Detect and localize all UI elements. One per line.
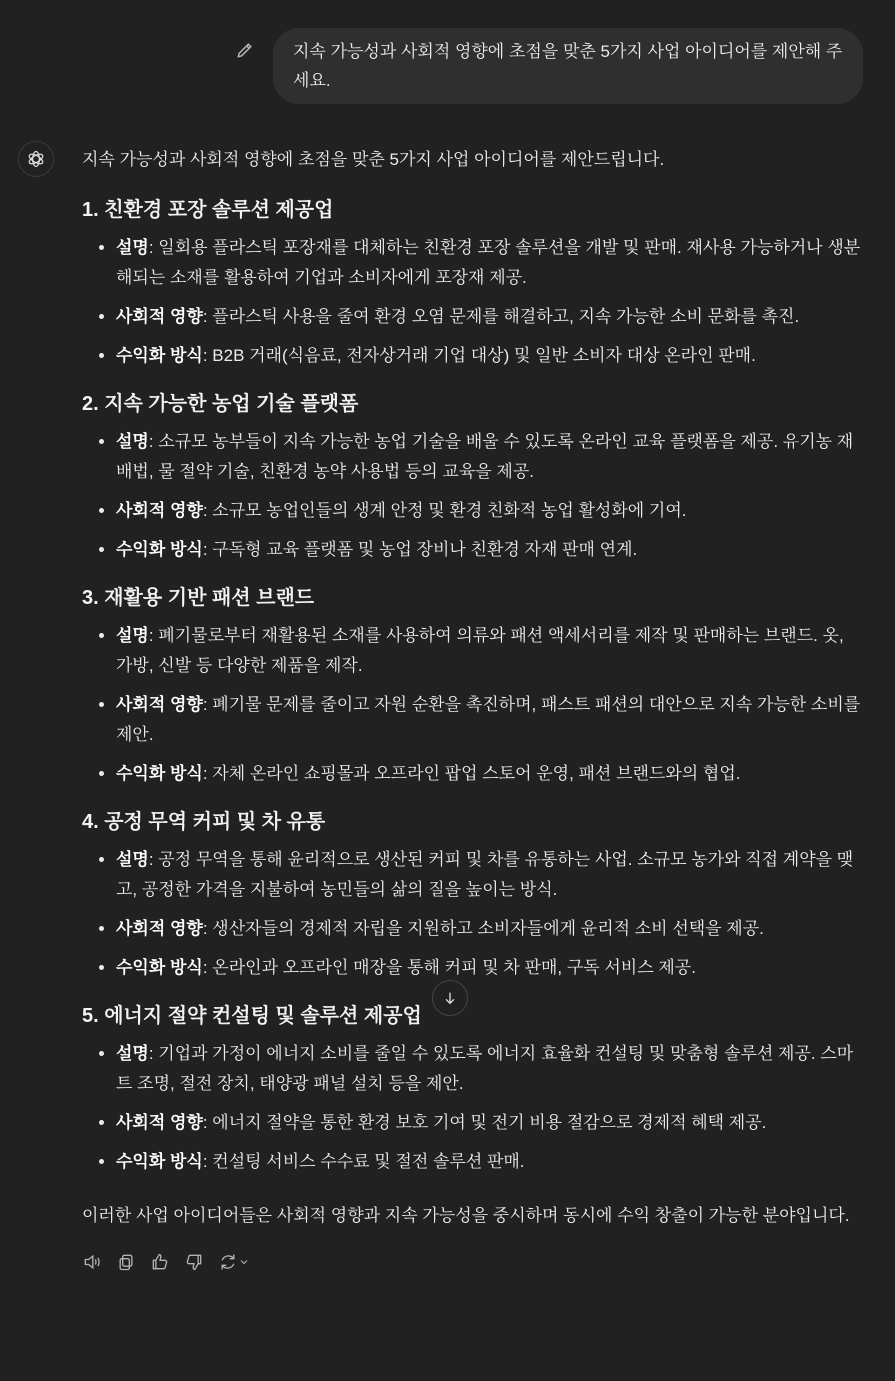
section-bullet-list xyxy=(82,621,862,789)
bullet-label: 사회적 영향 xyxy=(116,695,203,714)
bullet-label: 설명 xyxy=(116,432,149,451)
bullet-label: 사회적 영향 xyxy=(116,919,203,938)
bullet-label: 설명 xyxy=(116,850,149,869)
section-bullet-list xyxy=(82,233,862,371)
bullet-text: : 일회용 플라스틱 포장재를 대체하는 친환경 포장 솔루션을 개발 및 판매. 재사용 가능하거나 생분해되는 소재를 활용하여 기업과 소비자에게 포장재 제공. xyxy=(116,238,861,287)
speaker-icon[interactable] xyxy=(82,1252,102,1272)
pencil-icon[interactable] xyxy=(235,40,255,60)
section-bullet-list xyxy=(82,1039,862,1177)
list-item xyxy=(116,690,862,750)
list-item xyxy=(116,914,862,944)
bullet-text: : B2B 거래(식음료, 전자상거래 기업 대상) 및 일반 소비자 대상 온라인 판매. xyxy=(202,346,756,365)
bullet-label: 수익화 방식 xyxy=(116,764,203,783)
section-bullet-list xyxy=(82,427,862,565)
scroll-to-bottom-button[interactable] xyxy=(432,980,468,1016)
message-actions xyxy=(82,1252,862,1272)
list-item xyxy=(116,845,862,905)
section-heading: 2. 지속 가능한 농업 기술 플랫폼 xyxy=(82,393,359,415)
list-item xyxy=(116,496,862,526)
list-item xyxy=(116,427,862,487)
assistant-content xyxy=(82,141,862,1272)
bullet-text: : 기업과 가정이 에너지 소비를 줄일 수 있도록 에너지 효율화 컨설팅 및 맞춤형 솔루션 제공. 스마트 조명, 절전 장치, 태양광 패널 설치 등을 제안. xyxy=(116,1044,854,1093)
bullet-text: : 온라인과 오프라인 매장을 통해 커피 및 차 판매, 구독 서비스 제공. xyxy=(202,958,696,977)
bullet-label: 설명 xyxy=(116,238,149,257)
intro-text: 지속 가능성과 사회적 영향에 초점을 맞춘 5가지 사업 아이디어를 제안드립니다. xyxy=(82,150,665,169)
list-item xyxy=(116,953,862,983)
list-item xyxy=(116,302,862,332)
section-heading: 3. 재활용 기반 패션 브랜드 xyxy=(82,587,315,609)
section-bullet-list xyxy=(82,845,862,983)
bullet-text: : 에너지 절약을 통한 환경 보호 기여 및 전기 비용 절감으로 경제적 혜택 제공. xyxy=(202,1113,767,1132)
chevron-down-icon xyxy=(238,1256,250,1268)
bullet-text: : 폐기물로부터 재활용된 소재를 사용하여 의류와 패션 액세서리를 제작 및 판매하는 브랜드. 옷, 가방, 신발 등 다양한 제품을 제작. xyxy=(116,626,844,675)
openai-logo-icon xyxy=(18,141,54,177)
bullet-label: 수익화 방식 xyxy=(116,958,203,977)
section-heading: 1. 친환경 포장 솔루션 제공업 xyxy=(82,199,334,221)
bullet-text: : 폐기물 문제를 줄이고 자원 순환을 촉진하며, 패스트 패션의 대안으로 지속 가능한 소비를 제안. xyxy=(116,695,861,744)
bullet-label: 수익화 방식 xyxy=(116,540,203,559)
bullet-label: 수익화 방식 xyxy=(116,1152,203,1171)
bullet-label: 수익화 방식 xyxy=(116,346,203,365)
section-heading: 5. 에너지 절약 컨설팅 및 솔루션 제공업 xyxy=(82,1005,422,1027)
user-message-row xyxy=(235,28,863,104)
list-item xyxy=(116,759,862,789)
list-item xyxy=(116,535,862,565)
bullet-text: : 소규모 농업인들의 생계 안정 및 환경 친화적 농업 활성화에 기여. xyxy=(202,501,687,520)
list-item xyxy=(116,1039,862,1099)
user-message-bubble: 지속 가능성과 사회적 영향에 초점을 맞춘 5가지 사업 아이디어를 제안해 주세요. xyxy=(273,28,863,104)
bullet-text: : 컨설팅 서비스 수수료 및 절전 솔루션 판매. xyxy=(202,1152,525,1171)
bullet-text: : 플라스틱 사용을 줄여 환경 오염 문제를 해결하고, 지속 가능한 소비 문화를 촉진. xyxy=(202,307,800,326)
list-item xyxy=(116,1108,862,1138)
bullet-label: 사회적 영향 xyxy=(116,501,203,520)
arrow-down-icon xyxy=(442,990,458,1006)
copy-icon[interactable] xyxy=(116,1252,136,1272)
bullet-label: 사회적 영향 xyxy=(116,1113,203,1132)
list-item xyxy=(116,233,862,293)
bullet-text: : 생산자들의 경제적 자립을 지원하고 소비자들에게 윤리적 소비 선택을 제공. xyxy=(202,919,764,938)
thumbs-up-icon[interactable] xyxy=(150,1252,170,1272)
thumbs-down-icon[interactable] xyxy=(184,1252,204,1272)
bullet-text: : 구독형 교육 플랫폼 및 농업 장비나 친환경 자재 판매 연계. xyxy=(202,540,638,559)
bullet-label: 설명 xyxy=(116,626,149,645)
list-item xyxy=(116,621,862,681)
list-item xyxy=(116,1147,862,1177)
bullet-text: : 소규모 농부들이 지속 가능한 농업 기술을 배울 수 있도록 온라인 교육 플랫폼을 제공. 유기농 재배법, 물 절약 기술, 친환경 농약 사용법 등의 교육을 제공. xyxy=(116,432,854,481)
closing-text: 이러한 사업 아이디어들은 사회적 영향과 지속 가능성을 중시하며 동시에 수익 창출이 가능한 분야입니다. xyxy=(82,1206,850,1225)
refresh-icon[interactable] xyxy=(218,1252,250,1272)
list-item xyxy=(116,341,862,371)
bullet-text: : 자체 온라인 쇼핑몰과 오프라인 팝업 스토어 운영, 패션 브랜드와의 협업. xyxy=(202,764,741,783)
bullet-text: : 공정 무역을 통해 윤리적으로 생산된 커피 및 차를 유통하는 사업. 소규모 농가와 직접 계약을 맺고, 공정한 가격을 지불하여 농민들의 삶의 질을 높이는 방식. xyxy=(116,850,854,899)
bullet-label: 사회적 영향 xyxy=(116,307,203,326)
bullet-label: 설명 xyxy=(116,1044,149,1063)
section-heading: 4. 공정 무역 커피 및 차 유통 xyxy=(82,811,326,833)
